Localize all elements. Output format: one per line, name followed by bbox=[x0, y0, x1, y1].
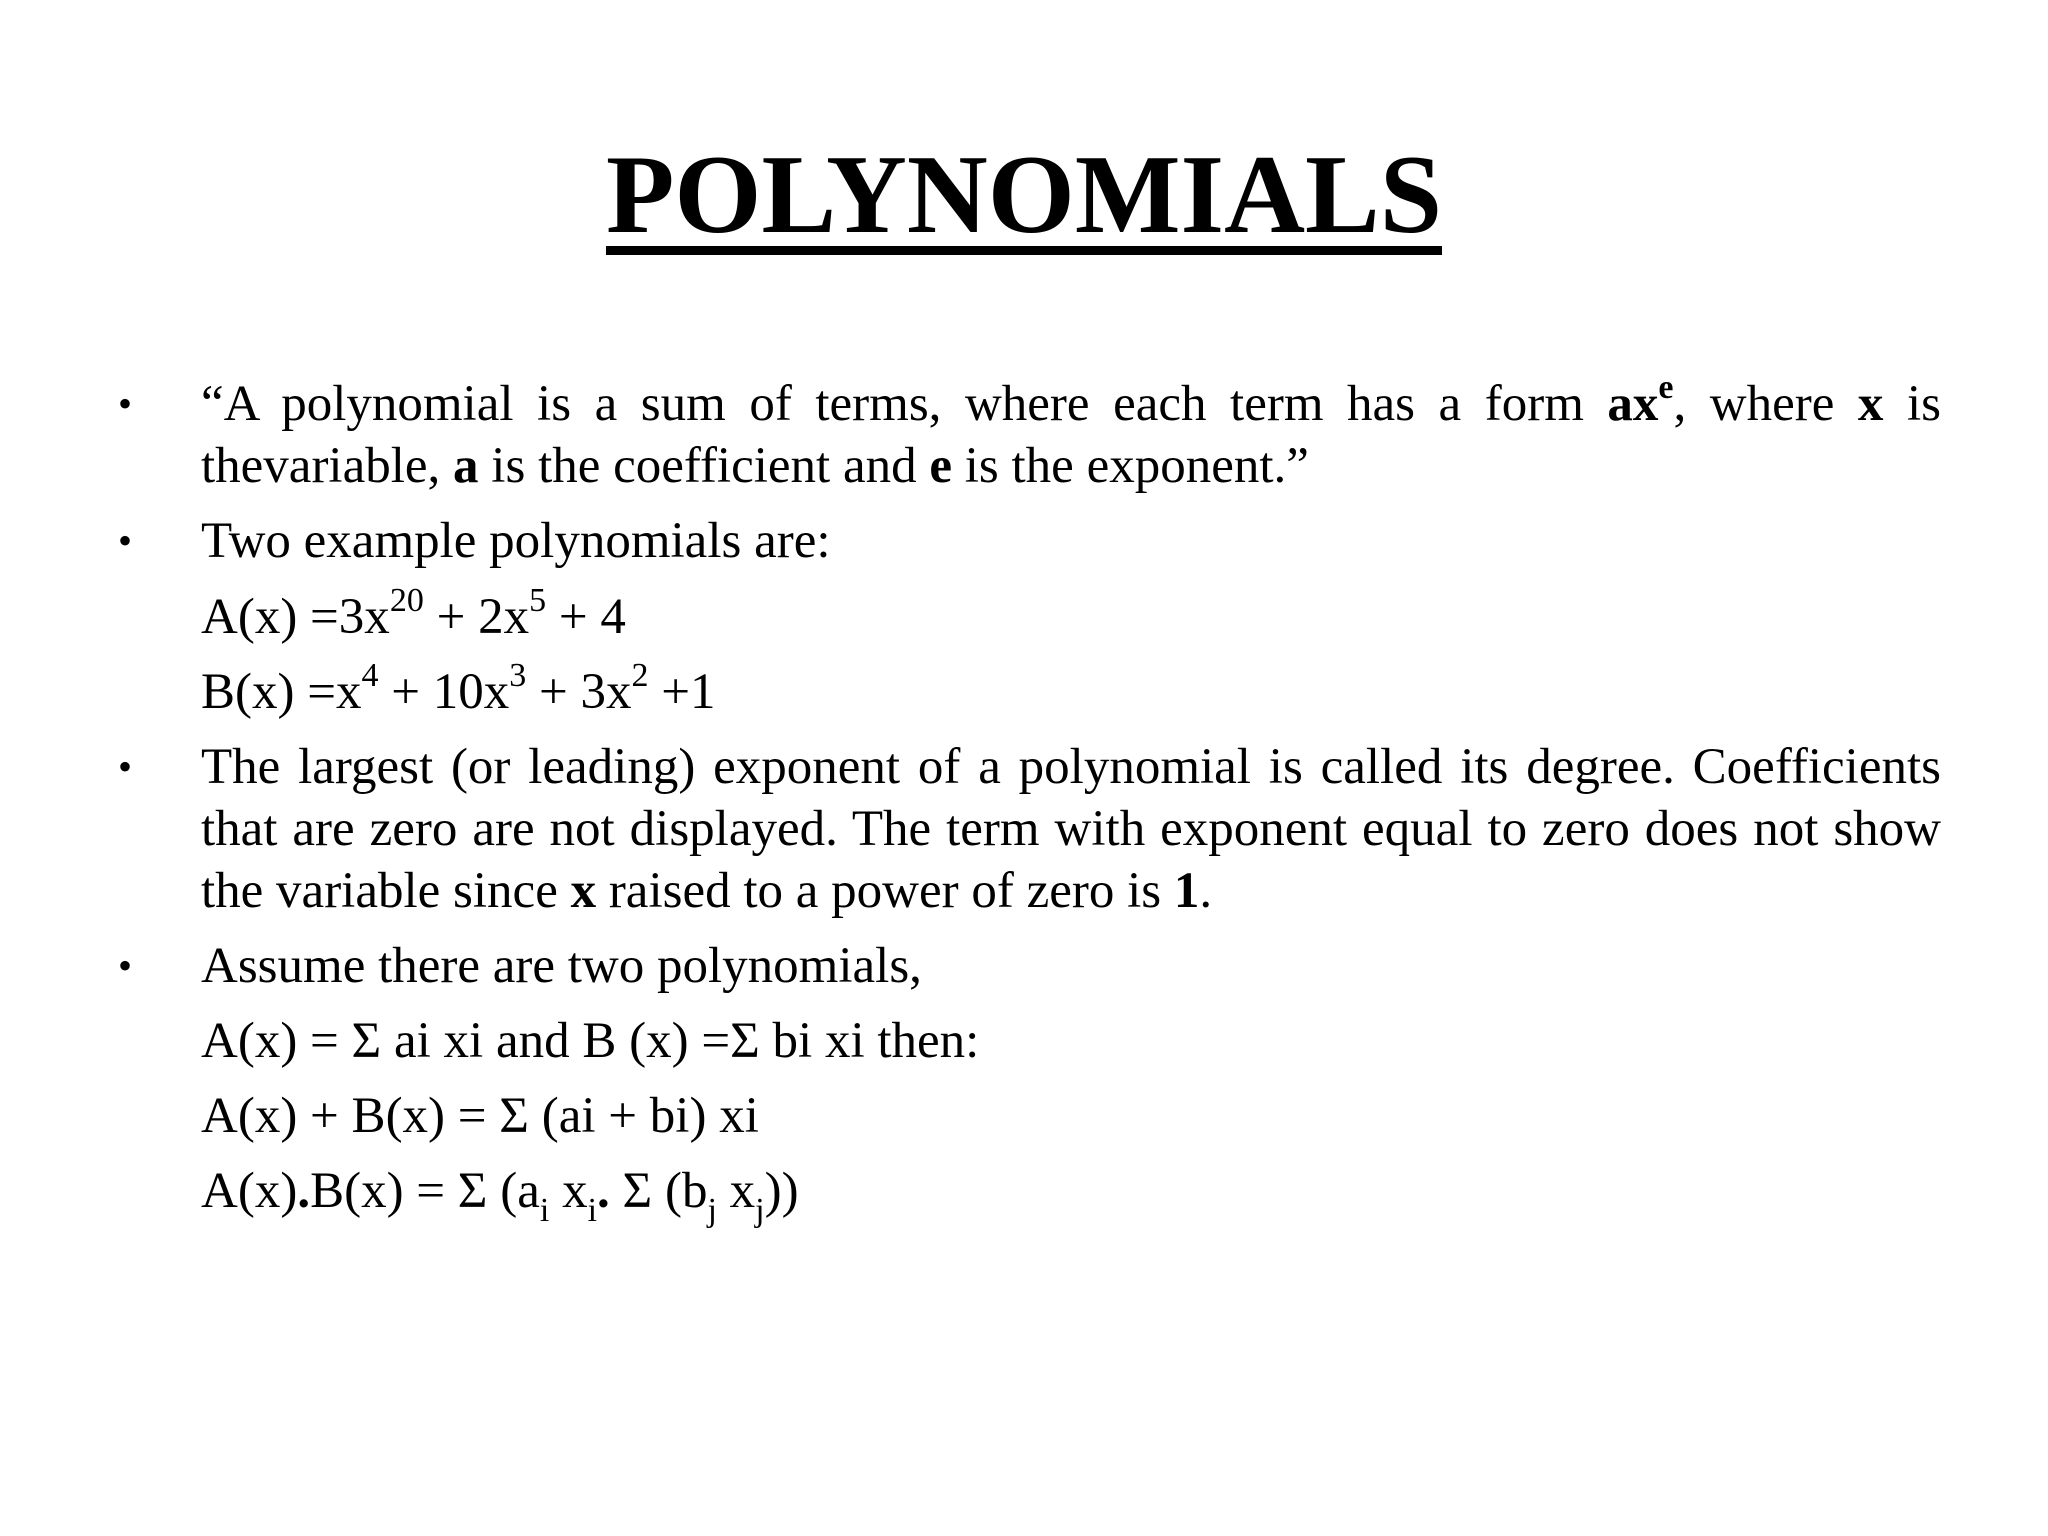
sum-formula: A(x) + B(x) = Σ (ai + bi) xi bbox=[201, 1088, 759, 1144]
degree-line-2: that are zero are not displayed. The term with exponent equal to zero does not show bbox=[201, 801, 1941, 857]
polynomial-b-example: $B(x) =x^4 + 10x^3 + 3x^2 +1$ bbox=[201, 657, 716, 720]
sum-definition: A(x) = Σ ai xi and B (x) =Σ bi xi then: bbox=[201, 1013, 980, 1069]
degree-line-1: The largest (or leading) exponent of a polynomial is called its degree. Coefficients bbox=[201, 739, 1941, 795]
bullet-marker-2: • bbox=[118, 518, 133, 563]
assume-intro: Assume there are two polynomials, bbox=[201, 938, 922, 994]
term-variable-x: x bbox=[1857, 376, 1884, 432]
polynomial-a-example: $A(x) =3x^{20} + 2x^5 + 4$ bbox=[201, 582, 626, 645]
term-exponent-e-bold: e bbox=[929, 438, 952, 494]
slide-title-text: POLYNOMIALS bbox=[605, 133, 1442, 257]
bullet-marker-4: • bbox=[118, 943, 133, 988]
definition-line-2: thevariable, a is the coefficient and e is the exponent.” bbox=[201, 438, 1309, 494]
definition-line-1: “A polynomial is a sum of terms, where each term has a form $ax^e$, where x is bbox=[201, 369, 1941, 432]
bullet-marker-1: • bbox=[118, 381, 133, 426]
bullet-marker-3: • bbox=[118, 744, 133, 789]
examples-intro: Two example polynomials are: bbox=[201, 513, 831, 569]
term-coefficient-a: a bbox=[453, 438, 479, 494]
degree-line-3: the variable since x raised to a power of zero is 1. bbox=[201, 863, 1213, 919]
product-formula: A(x).B(x) = Σ ($a_i$ $x_i$. Σ ($b_j$ $x_j$)) bbox=[201, 1163, 799, 1229]
term-exponent-e: e bbox=[1658, 369, 1674, 406]
term-ax: ax bbox=[1607, 376, 1659, 432]
